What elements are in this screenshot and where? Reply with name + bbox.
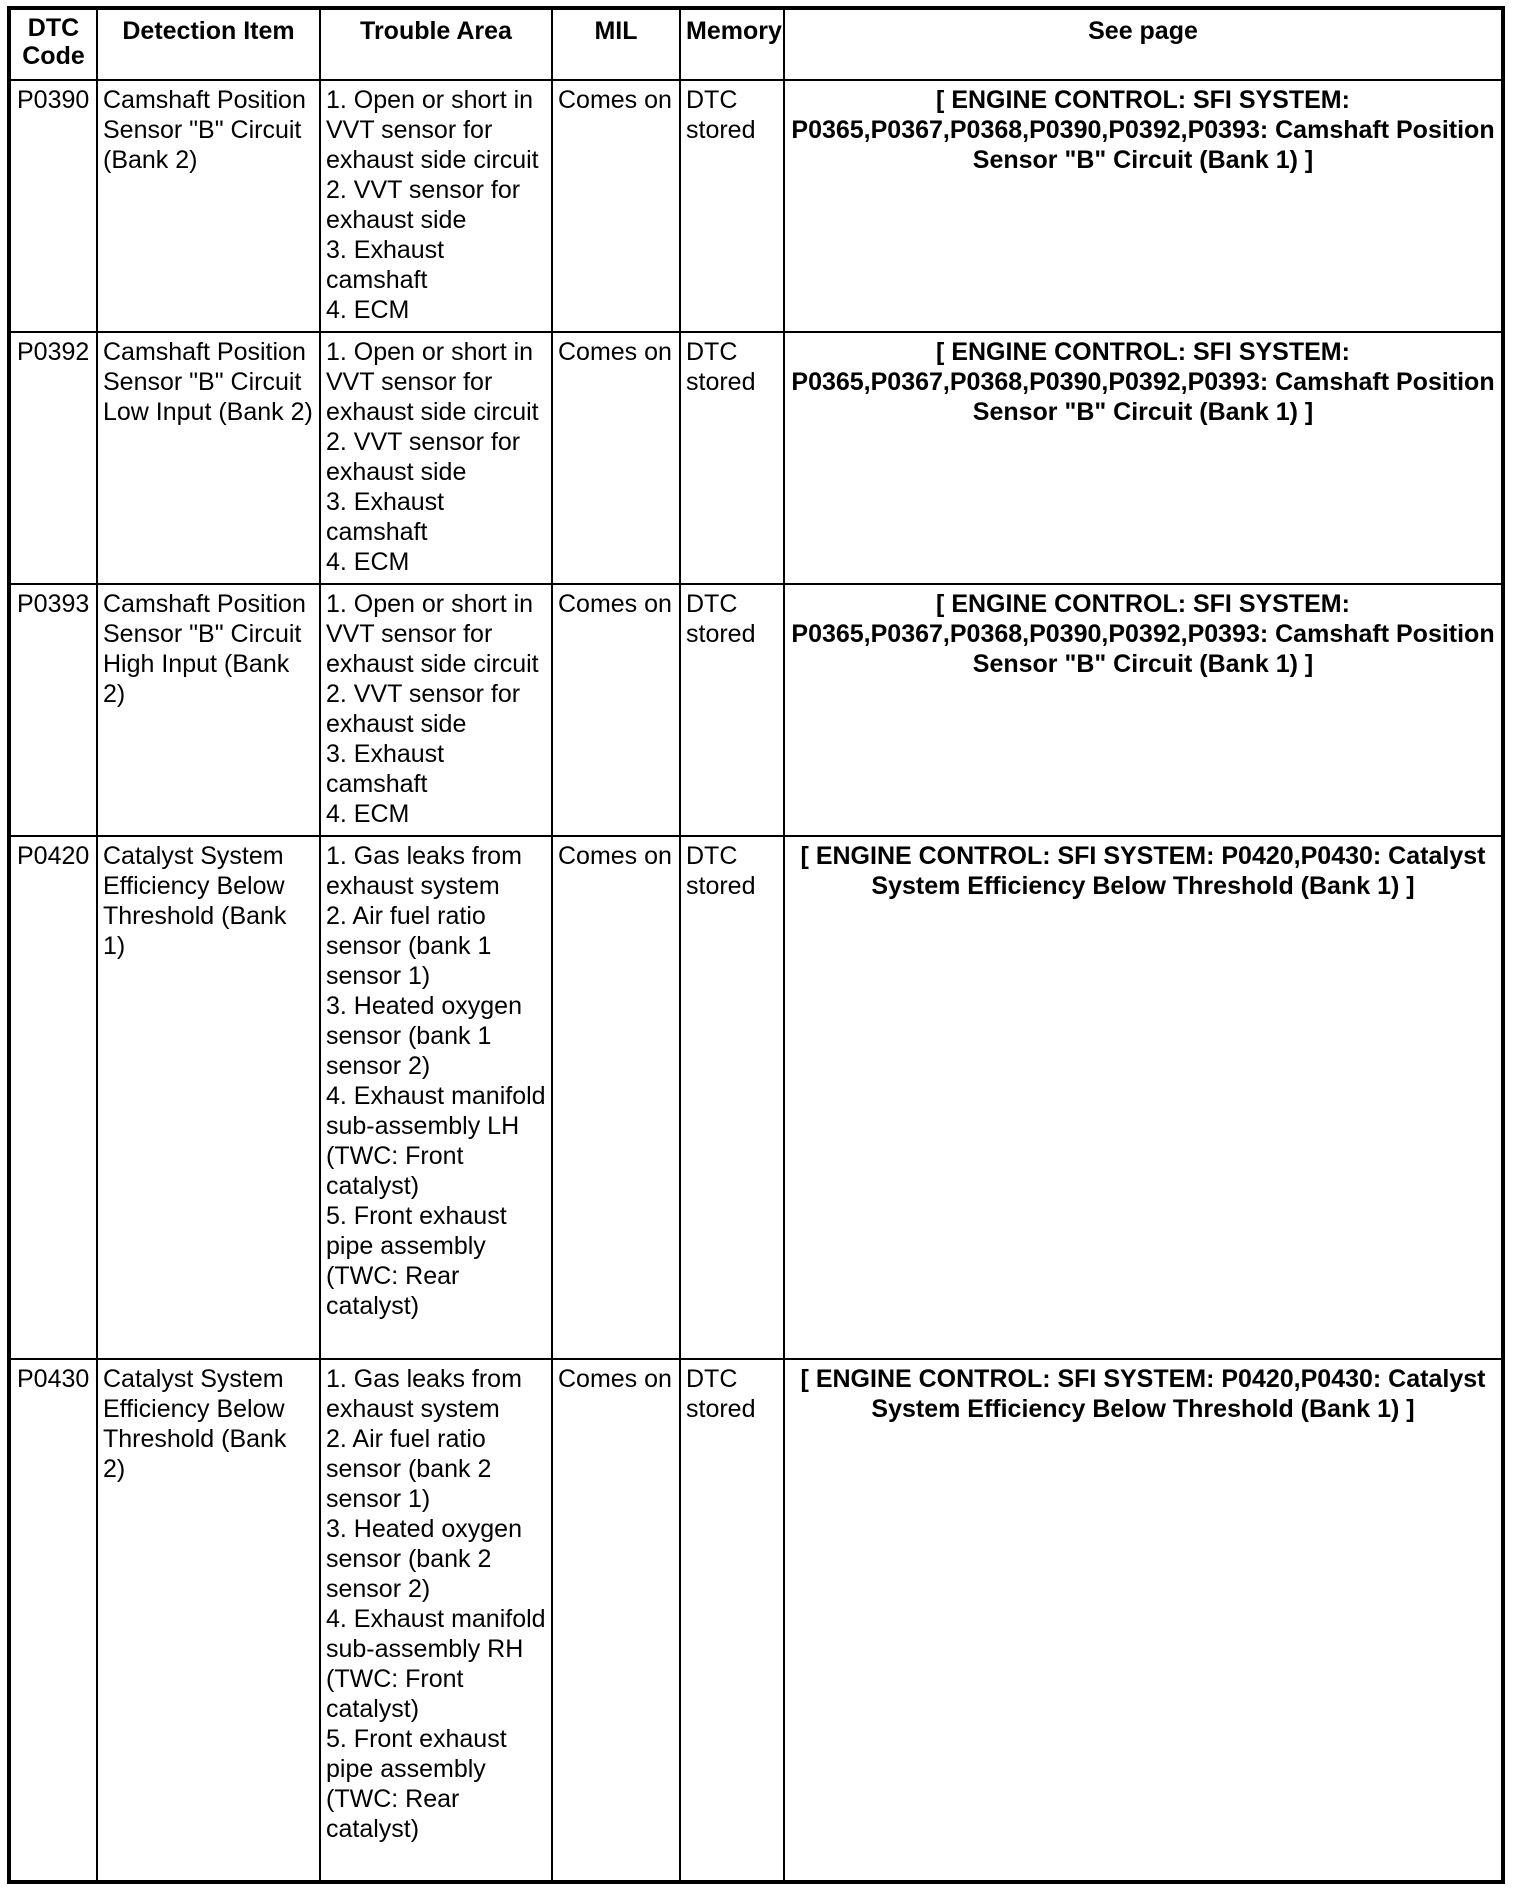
mil-cell: Comes on <box>552 1359 680 1882</box>
see-page-link[interactable]: [ ENGINE CONTROL: SFI SYSTEM: P0365,P0367,P0368,P0390,P0392,P0393: Camshaft Position Sensor "B" Circuit (Bank 1) ] <box>784 80 1503 332</box>
mil-cell: Comes on <box>552 584 680 836</box>
table-row <box>9 80 1503 332</box>
header-detection-item: Detection Item <box>97 8 320 80</box>
mil-cell: Comes on <box>552 332 680 584</box>
dtc-code-cell: P0430 <box>9 1359 97 1882</box>
trouble-area-cell: 1. Gas leaks from exhaust system 2. Air fuel ratio sensor (bank 2 sensor 1) 3. Heated oxygen sensor (bank 2 sensor 2) 4. Exhaust manifold sub-assembly RH (TWC: Front catalyst) 5. Front exhaust pipe assembly (TWC: Rear catalyst) <box>320 1359 552 1882</box>
trouble-area-cell: 1. Gas leaks from exhaust system 2. Air fuel ratio sensor (bank 1 sensor 1) 3. Heated oxygen sensor (bank 1 sensor 2) 4. Exhaust manifold sub-assembly LH (TWC: Front catalyst) 5. Front exhaust pipe assembly (TWC: Rear catalyst) <box>320 836 552 1359</box>
memory-cell: DTC stored <box>680 80 784 332</box>
detection-item-cell: Catalyst System Efficiency Below Threshold (Bank 2) <box>97 1359 320 1882</box>
dtc-table <box>7 6 1505 1884</box>
header-dtc-code: DTC Code <box>9 8 97 80</box>
memory-cell: DTC stored <box>680 584 784 836</box>
memory-cell: DTC stored <box>680 836 784 1359</box>
dtc-code-cell: P0390 <box>9 80 97 332</box>
table-row <box>9 332 1503 584</box>
detection-item-cell: Catalyst System Efficiency Below Threshold (Bank 1) <box>97 836 320 1359</box>
dtc-code-cell: P0420 <box>9 836 97 1359</box>
dtc-code-cell: P0392 <box>9 332 97 584</box>
mil-cell: Comes on <box>552 836 680 1359</box>
memory-cell: DTC stored <box>680 1359 784 1882</box>
header-memory: Memory <box>680 8 784 80</box>
detection-item-cell: Camshaft Position Sensor "B" Circuit High Input (Bank 2) <box>97 584 320 836</box>
see-page-link[interactable]: [ ENGINE CONTROL: SFI SYSTEM: P0365,P0367,P0368,P0390,P0392,P0393: Camshaft Position Sensor "B" Circuit (Bank 1) ] <box>784 332 1503 584</box>
trouble-area-cell: 1. Open or short in VVT sensor for exhaust side circuit 2. VVT sensor for exhaust side 3. Exhaust camshaft 4. ECM <box>320 584 552 836</box>
trouble-area-cell: 1. Open or short in VVT sensor for exhaust side circuit 2. VVT sensor for exhaust side 3. Exhaust camshaft 4. ECM <box>320 80 552 332</box>
detection-item-cell: Camshaft Position Sensor "B" Circuit (Bank 2) <box>97 80 320 332</box>
dtc-code-cell: P0393 <box>9 584 97 836</box>
detection-item-cell: Camshaft Position Sensor "B" Circuit Low Input (Bank 2) <box>97 332 320 584</box>
see-page-link[interactable]: [ ENGINE CONTROL: SFI SYSTEM: P0420,P0430: Catalyst System Efficiency Below Threshold (Bank 1) ] <box>784 836 1503 1359</box>
table-header-row <box>9 8 1503 80</box>
table-row <box>9 584 1503 836</box>
header-trouble-area: Trouble Area <box>320 8 552 80</box>
header-mil: MIL <box>552 8 680 80</box>
mil-cell: Comes on <box>552 80 680 332</box>
see-page-link[interactable]: [ ENGINE CONTROL: SFI SYSTEM: P0420,P0430: Catalyst System Efficiency Below Threshold (Bank 1) ] <box>784 1359 1503 1882</box>
see-page-link[interactable]: [ ENGINE CONTROL: SFI SYSTEM: P0365,P0367,P0368,P0390,P0392,P0393: Camshaft Position Sensor "B" Circuit (Bank 1) ] <box>784 584 1503 836</box>
header-see-page: See page <box>784 8 1503 80</box>
table-row <box>9 836 1503 1359</box>
table-row <box>9 1359 1503 1882</box>
memory-cell: DTC stored <box>680 332 784 584</box>
trouble-area-cell: 1. Open or short in VVT sensor for exhaust side circuit 2. VVT sensor for exhaust side 3. Exhaust camshaft 4. ECM <box>320 332 552 584</box>
